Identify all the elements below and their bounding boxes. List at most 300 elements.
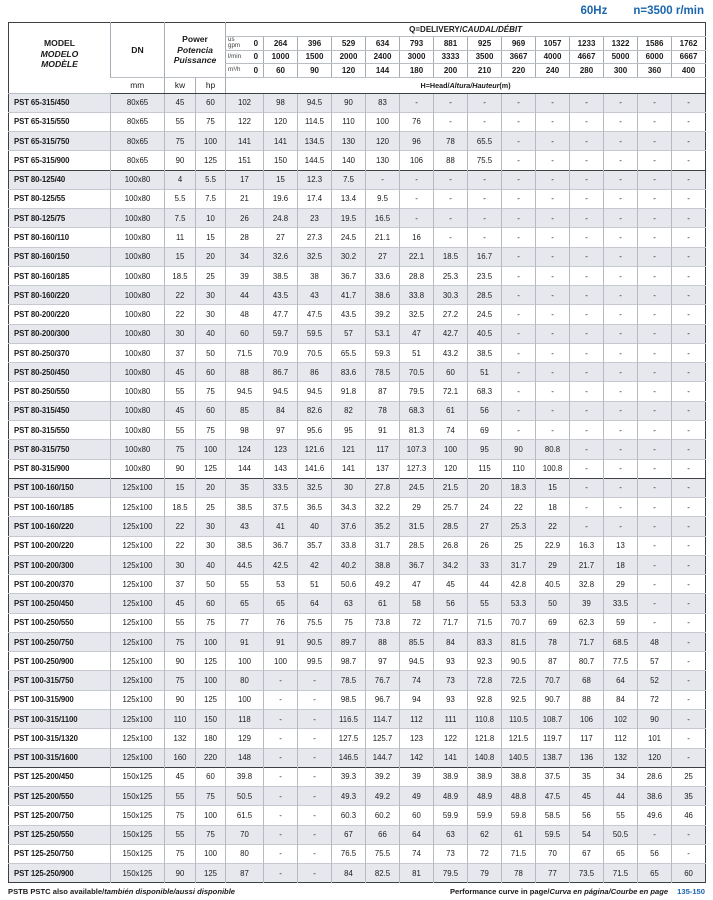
head-value-cell: 56 — [638, 844, 672, 863]
head-value-cell: 59.9 — [468, 806, 502, 825]
head-value-cell: - — [570, 228, 604, 247]
head-value-cell: 70.5 — [298, 343, 332, 362]
head-value-cell: 38.9 — [434, 767, 468, 786]
head-value-cell: 37.5 — [264, 498, 298, 517]
head-value-cell: - — [638, 112, 672, 131]
head-value-cell: 72 — [468, 844, 502, 863]
head-value-cell: 74 — [400, 844, 434, 863]
head-value-cell: - — [638, 151, 672, 170]
head-value-cell: 112 — [400, 710, 434, 729]
head-value-cell: 36.7 — [332, 266, 366, 285]
head-value-cell: - — [502, 382, 536, 401]
flow-value-cell: 90 — [298, 64, 332, 78]
head-value-cell: - — [298, 767, 332, 786]
table-row — [9, 305, 706, 324]
head-value-cell: 48.9 — [468, 787, 502, 806]
head-value-cell: 51 — [400, 343, 434, 362]
head-value-cell: 76.7 — [366, 671, 400, 690]
table-row — [9, 594, 706, 613]
head-value-cell: - — [536, 228, 570, 247]
kw-cell: 22 — [165, 536, 196, 555]
head-value-cell: 83 — [366, 93, 400, 112]
hp-cell: 75 — [196, 613, 226, 632]
head-value-cell: 118 — [226, 710, 264, 729]
flow-value-cell: 1233 — [570, 37, 604, 51]
flow-value-cell: 240 — [536, 64, 570, 78]
head-value-cell: 39 — [400, 767, 434, 786]
flow-zero-value: 0 — [253, 65, 259, 75]
head-value-cell: 15 — [536, 478, 570, 497]
head-value-cell: 95.6 — [298, 421, 332, 440]
head-value-cell: - — [502, 189, 536, 208]
head-value-cell: 44.5 — [226, 555, 264, 574]
head-value-cell: - — [570, 112, 604, 131]
head-value-cell: 108.7 — [536, 710, 570, 729]
hp-cell: 40 — [196, 555, 226, 574]
power-header-en: Power — [182, 34, 208, 44]
head-value-cell: - — [672, 112, 706, 131]
head-value-cell: 91 — [366, 421, 400, 440]
head-value-cell: 70.7 — [502, 613, 536, 632]
head-value-cell: - — [638, 363, 672, 382]
q-delivery-plain: Q=DELIVERY/ — [409, 25, 462, 34]
head-value-cell: 76 — [400, 112, 434, 131]
head-value-cell: - — [536, 170, 570, 189]
head-value-cell: 94 — [400, 690, 434, 709]
head-value-cell: - — [638, 247, 672, 266]
head-value-cell: 67 — [332, 825, 366, 844]
head-value-cell: 123 — [264, 440, 298, 459]
head-value-cell: 94.5 — [298, 382, 332, 401]
head-value-cell: 62 — [468, 825, 502, 844]
table-row — [9, 671, 706, 690]
dn-cell: 100x80 — [111, 247, 165, 266]
head-value-cell: 38.6 — [638, 787, 672, 806]
head-value-cell: 94.5 — [400, 652, 434, 671]
head-value-cell: 141 — [264, 132, 298, 151]
head-value-cell: - — [502, 363, 536, 382]
head-value-cell: 59.8 — [502, 806, 536, 825]
kw-cell: 75 — [165, 806, 196, 825]
head-value-cell: - — [570, 459, 604, 478]
kw-cell: 75 — [165, 440, 196, 459]
flow-unit-cell — [226, 50, 264, 64]
head-value-cell: 28.5 — [434, 517, 468, 536]
table-row — [9, 632, 706, 651]
head-value-cell: 78 — [434, 132, 468, 151]
dn-cell: 100x80 — [111, 363, 165, 382]
head-value-cell: 102 — [226, 93, 264, 112]
model-cell: PST 80-125/75 — [9, 209, 111, 228]
kw-cell: 90 — [165, 652, 196, 671]
head-value-cell: - — [298, 864, 332, 883]
head-value-cell: 24.8 — [264, 209, 298, 228]
curve-note-italic: Curva en página/Courbe en page — [549, 887, 669, 897]
head-value-cell: 75.5 — [366, 844, 400, 863]
head-value-cell: 27.2 — [434, 305, 468, 324]
hp-cell: 60 — [196, 594, 226, 613]
head-value-cell: 141.6 — [298, 459, 332, 478]
head-value-cell: 72.8 — [468, 671, 502, 690]
table-row — [9, 421, 706, 440]
head-value-cell: - — [604, 112, 638, 131]
hp-cell: 20 — [196, 247, 226, 266]
head-value-cell: 73 — [434, 671, 468, 690]
head-value-cell: 48 — [226, 305, 264, 324]
head-value-cell: 60 — [400, 806, 434, 825]
flow-value-cell: 793 — [400, 37, 434, 51]
head-value-cell: 96.7 — [366, 690, 400, 709]
model-cell: PST 100-200/300 — [9, 555, 111, 574]
model-cell: PST 100-250/550 — [9, 613, 111, 632]
head-value-cell: 78 — [366, 401, 400, 420]
dn-cell: 125x100 — [111, 748, 165, 767]
head-value-cell: 65.5 — [332, 343, 366, 362]
head-value-cell: 64 — [400, 825, 434, 844]
head-value-cell: - — [672, 652, 706, 671]
head-value-cell: 30 — [332, 478, 366, 497]
table-row — [9, 401, 706, 420]
head-value-cell: - — [638, 478, 672, 497]
head-value-cell: - — [672, 266, 706, 285]
head-value-cell: 140 — [332, 151, 366, 170]
head-value-cell: 84 — [434, 632, 468, 651]
head-value-cell: 81.3 — [400, 421, 434, 440]
model-cell: PST 65-315/750 — [9, 132, 111, 151]
head-value-cell: 73 — [434, 844, 468, 863]
head-value-cell: 39.8 — [226, 767, 264, 786]
head-value-cell: - — [672, 305, 706, 324]
head-value-cell: 40 — [298, 517, 332, 536]
head-value-cell: - — [672, 421, 706, 440]
head-value-cell: 34 — [604, 767, 638, 786]
dn-cell: 150x125 — [111, 844, 165, 863]
kw-cell: 22 — [165, 517, 196, 536]
head-value-cell: 90.5 — [298, 632, 332, 651]
kw-cell: 22 — [165, 305, 196, 324]
head-value-cell: 70.5 — [400, 363, 434, 382]
head-value-cell: - — [604, 151, 638, 170]
head-value-cell: 87 — [536, 652, 570, 671]
table-row — [9, 613, 706, 632]
head-value-cell: 32.6 — [264, 247, 298, 266]
head-value-cell: - — [400, 93, 434, 112]
head-value-cell: 26.8 — [434, 536, 468, 555]
head-value-cell: 41.7 — [332, 286, 366, 305]
head-value-cell: 77.5 — [604, 652, 638, 671]
kw-cell: 55 — [165, 112, 196, 131]
head-value-cell: 110.8 — [468, 710, 502, 729]
table-row — [9, 93, 706, 112]
head-value-cell: - — [298, 806, 332, 825]
model-cell: PST 100-160/150 — [9, 478, 111, 497]
h-head-header — [226, 77, 706, 93]
head-value-cell: 121.5 — [502, 729, 536, 748]
head-value-cell: - — [570, 343, 604, 362]
head-value-cell: 63 — [332, 594, 366, 613]
dn-cell: 150x125 — [111, 825, 165, 844]
head-value-cell: 141 — [434, 748, 468, 767]
head-value-cell: 31.7 — [502, 555, 536, 574]
head-value-cell: 38 — [298, 266, 332, 285]
head-value-cell: 22 — [502, 498, 536, 517]
head-value-cell: - — [264, 710, 298, 729]
head-value-cell: 9.5 — [366, 189, 400, 208]
kw-cell: 90 — [165, 151, 196, 170]
dn-cell: 100x80 — [111, 382, 165, 401]
kw-cell: 160 — [165, 748, 196, 767]
head-value-cell: 65 — [638, 864, 672, 883]
head-value-cell: - — [536, 324, 570, 343]
head-value-cell: 76.5 — [332, 844, 366, 863]
head-value-cell: 93 — [434, 690, 468, 709]
head-value-cell: 59.9 — [434, 806, 468, 825]
head-value-cell: 107.3 — [400, 440, 434, 459]
head-value-cell: - — [638, 401, 672, 420]
head-value-cell: - — [672, 632, 706, 651]
table-row — [9, 864, 706, 883]
curve-note-plain: Performance curve in page/ — [449, 887, 550, 897]
head-value-cell: - — [638, 440, 672, 459]
head-value-cell: - — [264, 844, 298, 863]
head-value-cell: 59.5 — [298, 324, 332, 343]
head-value-cell: 120 — [638, 748, 672, 767]
head-value-cell: 7.5 — [332, 170, 366, 189]
head-value-cell: - — [638, 594, 672, 613]
head-value-cell: - — [298, 844, 332, 863]
head-value-cell: - — [638, 266, 672, 285]
kw-cell: 45 — [165, 363, 196, 382]
head-value-cell: - — [604, 286, 638, 305]
head-value-cell: 19.6 — [264, 189, 298, 208]
flow-value-cell: 969 — [502, 37, 536, 51]
head-value-cell: - — [434, 189, 468, 208]
head-value-cell: 39.3 — [332, 767, 366, 786]
head-value-cell: 56 — [468, 401, 502, 420]
hp-cell: 100 — [196, 806, 226, 825]
head-value-cell: 59.7 — [264, 324, 298, 343]
head-value-cell: 28.8 — [400, 266, 434, 285]
head-value-cell: 55 — [604, 806, 638, 825]
flow-value-cell: 210 — [468, 64, 502, 78]
head-value-cell: 51 — [298, 575, 332, 594]
head-value-cell: 23.5 — [468, 266, 502, 285]
head-value-cell: - — [502, 170, 536, 189]
power-header-es: Potencia — [177, 44, 213, 55]
kw-cell: 90 — [165, 459, 196, 478]
head-value-cell: - — [672, 209, 706, 228]
head-value-cell: 78.5 — [366, 363, 400, 382]
head-value-cell: - — [570, 247, 604, 266]
table-row — [9, 652, 706, 671]
head-value-cell: 27 — [468, 517, 502, 536]
head-value-cell: 49.6 — [638, 806, 672, 825]
head-value-cell: 80 — [226, 671, 264, 690]
head-value-cell: 88 — [434, 151, 468, 170]
head-value-cell: - — [536, 305, 570, 324]
hp-cell: 125 — [196, 864, 226, 883]
head-value-cell: 89.7 — [332, 632, 366, 651]
hp-cell: 125 — [196, 151, 226, 170]
head-value-cell: 140.5 — [502, 748, 536, 767]
head-value-cell: 148 — [226, 748, 264, 767]
model-cell: PST 100-250/450 — [9, 594, 111, 613]
head-value-cell: 78.5 — [332, 671, 366, 690]
head-value-cell: - — [604, 382, 638, 401]
head-value-cell: 70.9 — [264, 343, 298, 362]
head-value-cell: - — [570, 189, 604, 208]
head-value-cell: 77 — [536, 864, 570, 883]
head-value-cell: 72 — [400, 613, 434, 632]
availability-plain: PSTB PSTC also available/ — [8, 887, 105, 897]
hp-cell: 150 — [196, 710, 226, 729]
hp-cell: 180 — [196, 729, 226, 748]
head-value-cell: 85.5 — [400, 632, 434, 651]
head-value-cell: - — [672, 324, 706, 343]
head-value-cell: 61.5 — [226, 806, 264, 825]
head-value-cell: 33 — [468, 555, 502, 574]
head-value-cell: - — [366, 170, 400, 189]
head-value-cell: - — [672, 536, 706, 555]
head-value-cell: 97 — [264, 421, 298, 440]
head-value-cell: - — [638, 536, 672, 555]
head-value-cell: 32.2 — [366, 498, 400, 517]
head-value-cell: 117 — [366, 440, 400, 459]
head-value-cell: 75 — [332, 613, 366, 632]
head-value-cell: - — [638, 93, 672, 112]
table-row — [9, 440, 706, 459]
table-row — [9, 767, 706, 786]
head-value-cell: 18 — [604, 555, 638, 574]
head-value-cell: 49.3 — [332, 787, 366, 806]
kw-cell: 75 — [165, 632, 196, 651]
head-value-cell: - — [536, 382, 570, 401]
head-value-cell: 120 — [434, 459, 468, 478]
head-value-cell: 50 — [536, 594, 570, 613]
head-value-cell: - — [298, 690, 332, 709]
head-value-cell: - — [502, 247, 536, 266]
flow-value-cell: 4667 — [570, 50, 604, 64]
head-value-cell: 80.7 — [570, 652, 604, 671]
head-value-cell: - — [502, 421, 536, 440]
head-value-cell: 140.8 — [468, 748, 502, 767]
head-value-cell: - — [672, 613, 706, 632]
dn-cell: 125x100 — [111, 613, 165, 632]
head-value-cell: 29 — [400, 498, 434, 517]
model-cell: PST 80-125/55 — [9, 189, 111, 208]
model-cell: PST 80-250/370 — [9, 343, 111, 362]
head-value-cell: 120 — [366, 132, 400, 151]
head-value-cell: 137 — [366, 459, 400, 478]
head-value-cell: 60 — [434, 363, 468, 382]
head-value-cell: - — [672, 748, 706, 767]
head-value-cell: - — [638, 613, 672, 632]
head-value-cell: - — [638, 382, 672, 401]
availability-italic: también disponible/aussi disponible — [104, 887, 236, 897]
head-value-cell: 124 — [226, 440, 264, 459]
head-value-cell: - — [604, 189, 638, 208]
kw-cell: 75 — [165, 671, 196, 690]
head-value-cell: 138.7 — [536, 748, 570, 767]
head-value-cell: 31.7 — [366, 536, 400, 555]
head-value-cell: - — [604, 517, 638, 536]
head-value-cell: - — [638, 228, 672, 247]
head-value-cell: 47 — [400, 575, 434, 594]
head-value-cell: 34.3 — [332, 498, 366, 517]
head-value-cell: 36.5 — [298, 498, 332, 517]
head-value-cell: 49 — [400, 787, 434, 806]
head-value-cell: - — [604, 401, 638, 420]
head-value-cell: 61 — [434, 401, 468, 420]
head-value-cell: - — [570, 132, 604, 151]
model-cell: PST 125-250/900 — [9, 864, 111, 883]
kw-cell: 132 — [165, 729, 196, 748]
head-value-cell: - — [638, 555, 672, 574]
table-row — [9, 324, 706, 343]
kw-cell: 55 — [165, 421, 196, 440]
head-value-cell: 47.5 — [536, 787, 570, 806]
table-row — [9, 382, 706, 401]
head-value-cell: - — [298, 710, 332, 729]
head-value-cell: 55 — [226, 575, 264, 594]
head-value-cell: 78 — [502, 864, 536, 883]
footer-curve-note — [450, 887, 705, 896]
kw-cell: 45 — [165, 401, 196, 420]
kw-cell: 55 — [165, 382, 196, 401]
kw-cell: 22 — [165, 286, 196, 305]
model-cell: PST 125-250/550 — [9, 825, 111, 844]
hp-cell: 10 — [196, 209, 226, 228]
head-value-cell: - — [672, 286, 706, 305]
table-row — [9, 363, 706, 382]
head-value-cell: 100 — [226, 690, 264, 709]
head-value-cell: - — [672, 594, 706, 613]
model-cell: PST 100-250/900 — [9, 652, 111, 671]
dn-cell: 125x100 — [111, 575, 165, 594]
dn-unit-mm: mm — [111, 77, 165, 93]
model-cell: PST 80-250/450 — [9, 363, 111, 382]
head-value-cell: - — [672, 170, 706, 189]
hp-cell: 25 — [196, 266, 226, 285]
q-delivery-italic: CAUDAL/DÉBIT — [461, 25, 522, 34]
flow-unit-label: us gpm — [228, 36, 241, 50]
head-value-cell: - — [672, 93, 706, 112]
hp-cell: 15 — [196, 228, 226, 247]
head-value-cell: 38.5 — [264, 266, 298, 285]
head-value-cell: 144 — [226, 459, 264, 478]
model-cell: PST 100-315/750 — [9, 671, 111, 690]
head-value-cell: - — [570, 421, 604, 440]
head-value-cell: - — [672, 498, 706, 517]
head-value-cell: 68.5 — [604, 632, 638, 651]
head-value-cell: 32.5 — [400, 305, 434, 324]
head-value-cell: 72 — [638, 690, 672, 709]
head-value-cell: 24.5 — [332, 228, 366, 247]
hp-cell: 40 — [196, 324, 226, 343]
head-value-cell: - — [672, 132, 706, 151]
model-cell: PST 125-250/750 — [9, 844, 111, 863]
flow-value-cell: 3500 — [468, 50, 502, 64]
model-cell: PST 100-315/900 — [9, 690, 111, 709]
dn-cell: 100x80 — [111, 459, 165, 478]
dn-cell: 100x80 — [111, 286, 165, 305]
head-value-cell: 100 — [366, 112, 400, 131]
head-value-cell: 65 — [604, 844, 638, 863]
head-value-cell: 12.3 — [298, 170, 332, 189]
head-value-cell: 151 — [226, 151, 264, 170]
head-value-cell: 82.6 — [298, 401, 332, 420]
dn-cell: 125x100 — [111, 536, 165, 555]
